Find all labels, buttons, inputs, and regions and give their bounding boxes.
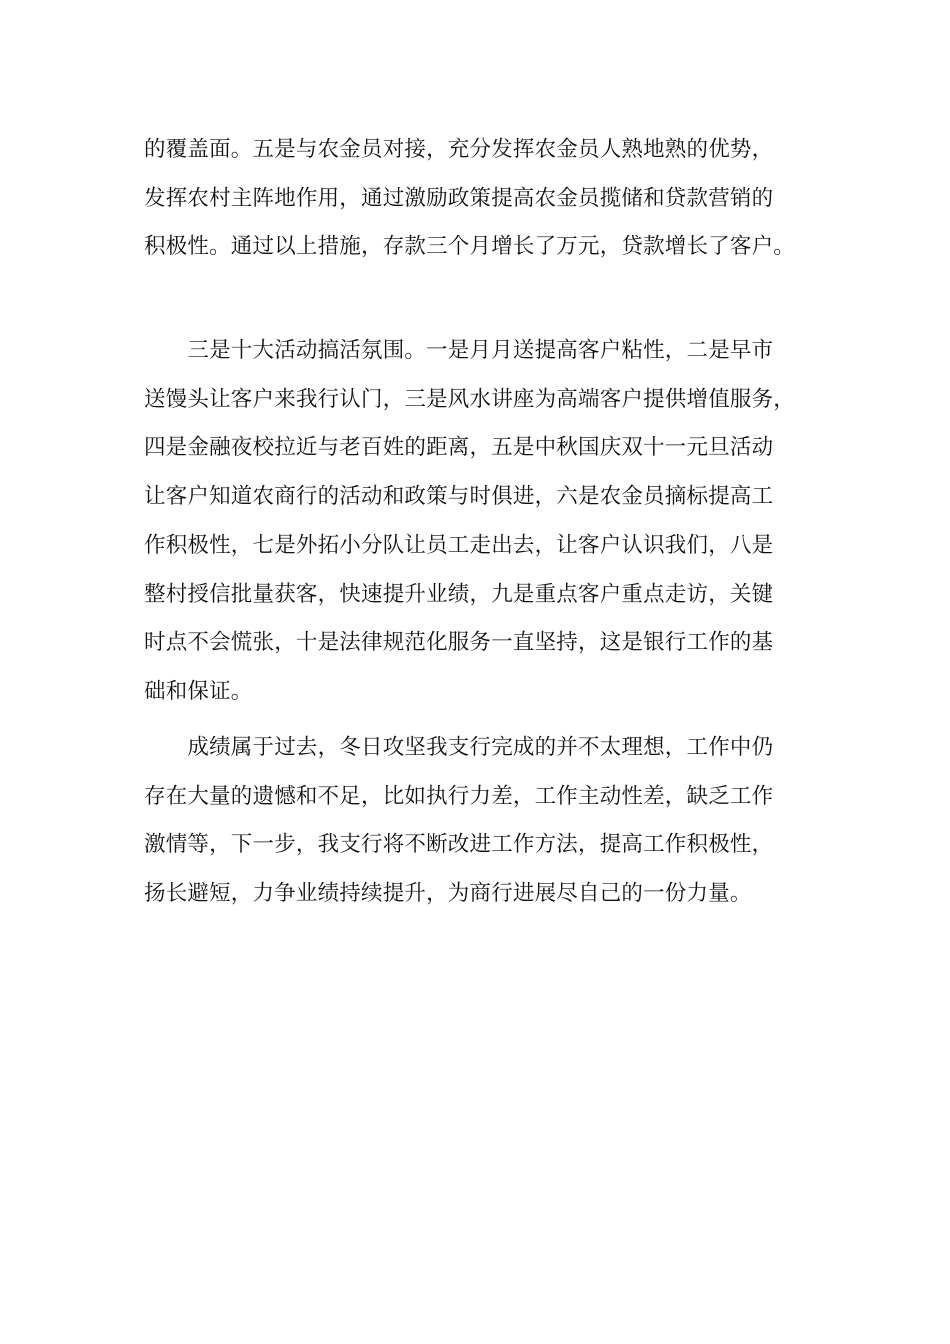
text-line: 送馒头让客户来我行认门，三是风水讲座为高端客户提供增值服务， [144, 386, 796, 412]
text-line: 整村授信批量获客，快速提升业绩，九是重点客户重点走访，关键 [144, 581, 774, 607]
text-line: 存在大量的遗憾和不足，比如执行力差，工作主动性差，缺乏工作 [144, 783, 774, 809]
text-line: 成绩属于过去，冬日攻坚我支行完成的并不太理想，工作中仍 [144, 735, 774, 760]
text-line: 础和保证。 [144, 678, 253, 704]
paragraph-3 [144, 724, 824, 919]
text-line: 让客户知道农商行的活动和政策与时俱进，六是农金员摘标提高工 [144, 484, 774, 510]
text-line: 三是十大活动搞活氛围。一是月月送提高客户粘性，二是早市 [144, 338, 774, 363]
text-line: 的覆盖面。五是与农金员对接，充分发挥农金员人熟地熟的优势， [144, 137, 774, 162]
text-line: 四是金融夜校拉近与老百姓的距离，五是中秋国庆双十一元旦活动 [144, 435, 774, 461]
paragraph-1 [144, 126, 824, 272]
paragraph-2 [144, 327, 824, 717]
text-line: 扬长避短，力争业绩持续提升，为商行进展尽自己的一份力量。 [144, 881, 752, 907]
text-line: 时点不会慌张，十是法律规范化服务一直坚持，这是银行工作的基 [144, 630, 774, 656]
text-line: 激情等，下一步，我支行将不断改进工作方法，提高工作积极性， [144, 832, 774, 858]
text-line: 发挥农村主阵地作用，通过激励政策提高农金员揽储和贷款营销的 [144, 185, 774, 211]
text-line: 作积极性，七是外拓小分队让员工走出去，让客户认识我们，八是 [144, 532, 774, 558]
text-line: 积极性。通过以上措施，存款三个月增长了万元，贷款增长了客户。 [144, 234, 796, 260]
